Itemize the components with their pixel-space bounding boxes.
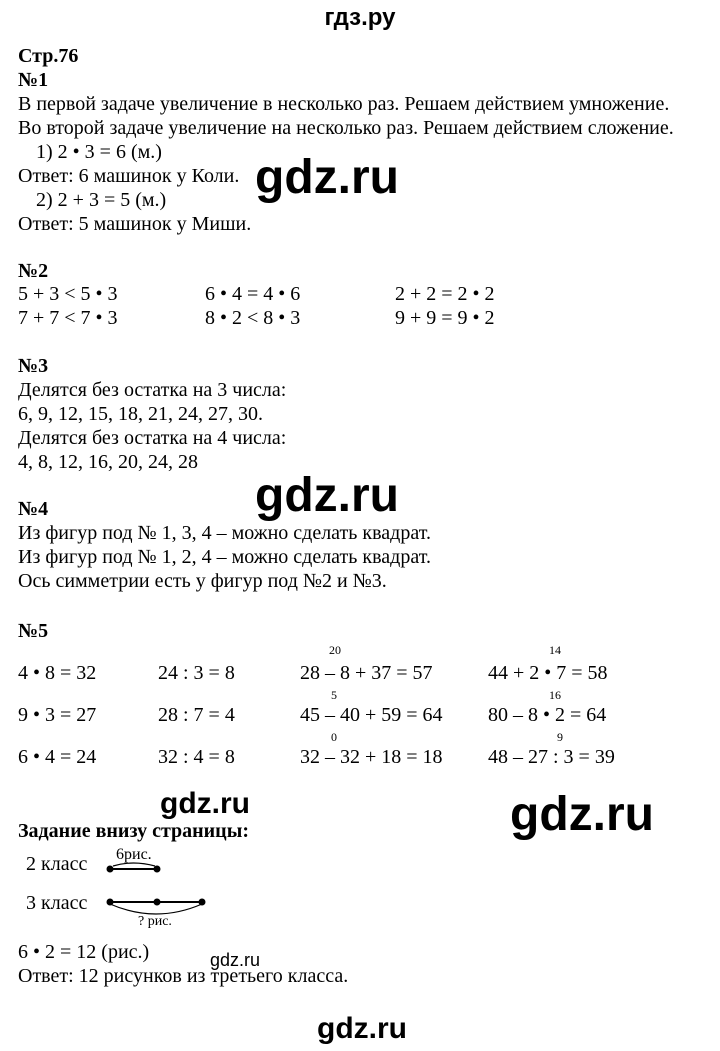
site-header: гдз.ру [324, 4, 396, 31]
task5-note: 9 [557, 730, 563, 744]
class3-label: 3 класс [26, 892, 88, 914]
task1-line: Ответ: 6 машинок у Коли. [18, 165, 240, 187]
class2-segment [108, 863, 160, 872]
task3-line: 4, 8, 12, 16, 20, 24, 28 [18, 451, 198, 473]
task3-line: Делятся без остатка на 4 числа: [18, 427, 287, 449]
task3-line: Делятся без остатка на 3 числа: [18, 379, 287, 401]
task2-cell: 8 • 2 < 8 • 3 [205, 307, 301, 329]
task3-line: 6, 9, 12, 15, 18, 21, 24, 27, 30. [18, 403, 263, 425]
bottom-task-answer: Ответ: 12 рисунков из третьего класса. [18, 965, 349, 987]
class3-segment-label: ? рис. [138, 914, 172, 929]
task2-cell: 9 + 9 = 9 • 2 [395, 307, 495, 329]
task5-note: 20 [329, 643, 341, 657]
task1-line: 1) 2 • 3 = 6 (м.) [36, 141, 162, 163]
class3-segment [108, 900, 205, 915]
task5-note: 16 [549, 688, 561, 702]
task5-cell: 9 • 3 = 27 [18, 704, 97, 726]
task4-line: Из фигур под № 1, 2, 4 – можно сделать квадрат. [18, 546, 431, 568]
task2-cell: 2 + 2 = 2 • 2 [395, 283, 495, 305]
page-number: Стр.76 [18, 45, 79, 67]
task2-title: №2 [18, 260, 49, 282]
task5-cell: 44 + 2 • 7 = 58 [488, 662, 608, 684]
task3-title: №3 [18, 355, 49, 377]
task5-note: 14 [549, 643, 561, 657]
class2-label: 2 класс [26, 853, 88, 875]
task1-line: Во второй задаче увеличение на несколько раз. Решаем действием сложение. [18, 117, 674, 139]
task5-cell: 6 • 4 = 24 [18, 746, 97, 768]
task5-cell: 28 – 8 + 37 = 57 [300, 662, 433, 684]
task5-cell: 45 – 40 + 59 = 64 [300, 704, 443, 726]
task5-cell: 80 – 8 • 2 = 64 [488, 704, 607, 726]
task2-cell: 7 + 7 < 7 • 3 [18, 307, 118, 329]
task1-line: 2) 2 + 3 = 5 (м.) [36, 189, 167, 211]
task5-cell: 28 : 7 = 4 [158, 704, 235, 726]
task4-line: Ось симметрии есть у фигур под №2 и №3. [18, 570, 387, 592]
task5-note: 0 [331, 730, 337, 744]
watermark: gdz.ru [210, 950, 261, 970]
task5-cell: 24 : 3 = 8 [158, 662, 235, 684]
task4-line: Из фигур под № 1, 3, 4 – можно сделать квадрат. [18, 522, 431, 544]
task1-line: В первой задаче увеличение в несколько раз. Решаем действием умножение. [18, 93, 670, 115]
task1-title: №1 [18, 69, 49, 91]
watermark: gdz.ru [160, 787, 250, 820]
task2-cell: 5 + 3 < 5 • 3 [18, 283, 118, 305]
task5-cell: 48 – 27 : 3 = 39 [488, 746, 615, 768]
task4-title: №4 [18, 498, 49, 520]
bottom-task-title: Задание внизу страницы: [18, 820, 249, 842]
task5-cell: 4 • 8 = 32 [18, 662, 97, 684]
watermark: gdz.ru [317, 1012, 407, 1045]
task5-title: №5 [18, 620, 49, 642]
task1-line: Ответ: 5 машинок у Миши. [18, 213, 252, 235]
task2-cell: 6 • 4 = 4 • 6 [205, 283, 301, 305]
class2-segment-label: 6рис. [116, 846, 152, 863]
task5-cell: 32 : 4 = 8 [158, 746, 235, 768]
watermark: gdz.ru [510, 788, 654, 841]
watermark: gdz.ru [255, 469, 399, 522]
task5-cell: 32 – 32 + 18 = 18 [300, 746, 443, 768]
bottom-task-solution: 6 • 2 = 12 (рис.) [18, 941, 150, 963]
task5-note: 5 [331, 688, 337, 702]
watermark: gdz.ru [255, 151, 399, 204]
